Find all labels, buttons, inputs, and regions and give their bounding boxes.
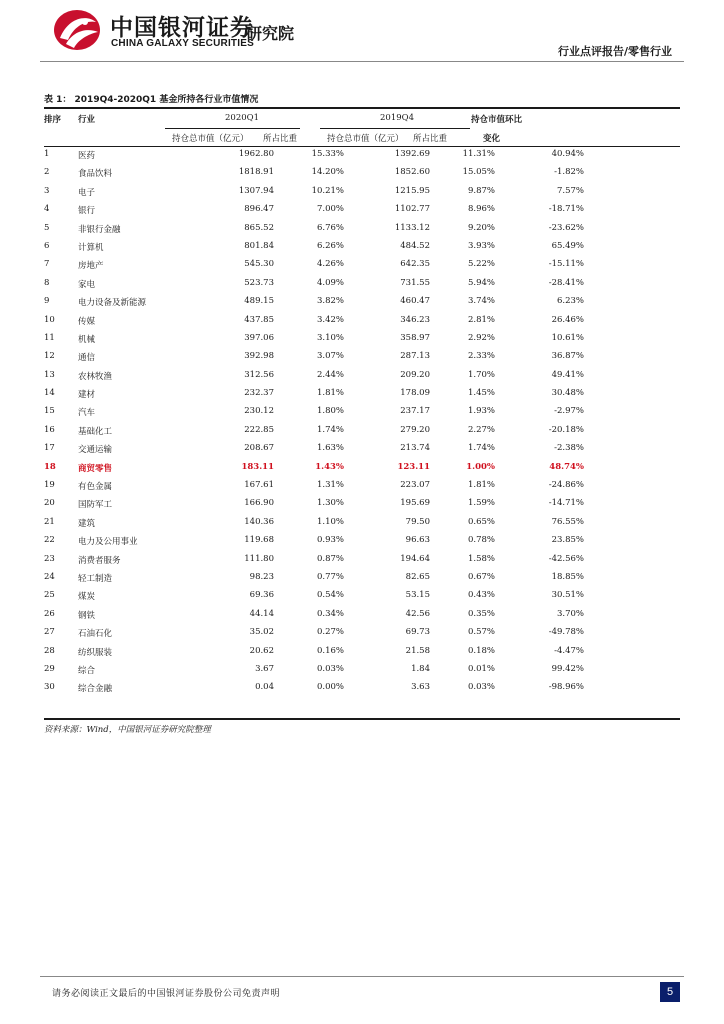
change-cell: -42.56%	[548, 553, 584, 564]
share-2019q4-cell: 1.74%	[467, 443, 495, 454]
share-2019q4-cell: 0.57%	[467, 627, 495, 638]
share-2020q1-cell: 1.43%	[315, 461, 344, 472]
table-row	[44, 146, 680, 164]
share-2020q1-cell: 0.00%	[316, 682, 344, 693]
value-2020q1-cell: 801.84	[244, 240, 274, 251]
share-2019q4-cell: 2.92%	[467, 332, 495, 343]
table-row	[44, 330, 680, 348]
report-category: 行业点评报告/零售行业	[557, 45, 672, 58]
change-cell: -28.41%	[548, 277, 584, 288]
header-change-line2: 变化	[483, 134, 501, 144]
value-2019q4-cell: 213.74	[400, 443, 430, 454]
value-2019q4-cell: 21.58	[405, 645, 430, 656]
value-2019q4-cell: 1102.77	[394, 204, 430, 215]
value-2020q1-cell: 20.62	[249, 645, 274, 656]
table-row	[44, 606, 680, 624]
value-2019q4-cell: 223.07	[400, 480, 430, 491]
value-2020q1-cell: 167.61	[244, 480, 274, 491]
share-2019q4-cell: 0.35%	[467, 608, 495, 619]
table-row	[44, 514, 680, 532]
table-row	[44, 201, 680, 219]
share-2019q4-cell: 5.94%	[467, 277, 495, 288]
industry-cell: 电子	[78, 187, 96, 198]
change-cell: -24.86%	[548, 480, 584, 491]
change-cell: 3.70%	[556, 608, 584, 619]
table-row	[44, 275, 680, 293]
table-row	[44, 643, 680, 661]
share-2019q4-cell: 11.31%	[462, 149, 495, 159]
table-row	[44, 348, 680, 366]
industry-cell: 银行	[78, 206, 96, 217]
table-row	[44, 679, 680, 697]
industry-cell: 房地产	[78, 261, 104, 272]
share-2020q1-cell: 2.44%	[316, 369, 344, 380]
share-2020q1-cell: 6.76%	[316, 222, 344, 233]
value-2019q4-cell: 194.64	[400, 553, 430, 564]
value-2020q1-cell: 1962.80	[238, 149, 274, 159]
rank-cell: 10	[44, 314, 55, 325]
header-divider	[40, 61, 684, 62]
period1-underline	[165, 128, 300, 129]
table-row	[44, 569, 680, 587]
table-row	[44, 624, 680, 642]
share-2019q4-cell: 1.00%	[466, 461, 495, 472]
value-2020q1-cell: 140.36	[244, 516, 274, 527]
industry-cell: 综合金融	[78, 684, 113, 695]
rank-cell: 16	[44, 424, 55, 435]
value-2019q4-cell: 3.63	[411, 682, 430, 693]
industry-cell: 综合	[78, 665, 96, 676]
value-2020q1-cell: 392.98	[244, 351, 274, 362]
industry-cell: 消费者服务	[78, 555, 121, 566]
industry-cell: 石油石化	[78, 629, 113, 640]
industry-cell: 计算机	[78, 242, 104, 253]
share-2019q4-cell: 3.93%	[467, 240, 495, 251]
rank-cell: 2	[44, 167, 50, 178]
rank-cell: 26	[44, 608, 55, 619]
change-cell: -15.11%	[548, 259, 584, 270]
page-number: 5	[660, 982, 680, 1002]
page-header	[0, 0, 724, 60]
rank-cell: 19	[44, 480, 55, 491]
value-2019q4-cell: 484.52	[400, 240, 430, 251]
share-2019q4-cell: 0.65%	[467, 516, 495, 527]
change-cell: 26.46%	[551, 314, 584, 325]
table-row	[44, 587, 680, 605]
change-cell: -14.71%	[548, 498, 584, 509]
share-2019q4-cell: 5.22%	[467, 259, 495, 270]
industry-cell: 交通运输	[78, 445, 113, 456]
table-row	[44, 495, 680, 513]
change-cell: 76.55%	[551, 516, 584, 527]
change-cell: 10.61%	[551, 332, 584, 343]
industry-cell: 钢铁	[78, 610, 96, 621]
table-row	[44, 164, 680, 182]
header-industry: 行业	[78, 115, 96, 125]
value-2020q1-cell: 1818.91	[238, 167, 274, 178]
value-2019q4-cell: 1215.95	[394, 185, 430, 196]
value-2020q1-cell: 69.36	[249, 590, 274, 601]
industry-cell: 非银行金融	[78, 224, 121, 235]
rank-cell: 29	[44, 663, 55, 674]
table-row	[44, 403, 680, 421]
header-period-2019q4: 2019Q4	[380, 113, 415, 123]
value-2020q1-cell: 312.56	[244, 369, 274, 380]
table-row	[44, 440, 680, 458]
value-2019q4-cell: 96.63	[405, 535, 430, 546]
rank-cell: 18	[44, 461, 56, 472]
table-row-highlighted	[44, 459, 680, 477]
industry-cell: 煤炭	[78, 592, 96, 603]
share-2020q1-cell: 3.82%	[316, 296, 344, 307]
rank-cell: 21	[44, 516, 55, 527]
table-title: 表 1： 2019Q4-2020Q1 基金所持各行业市值情况	[44, 95, 259, 105]
change-cell: 99.42%	[551, 663, 584, 674]
value-2019q4-cell: 358.97	[400, 332, 430, 343]
header-change-line1: 持仓市值环比	[471, 115, 523, 125]
share-2020q1-cell: 0.77%	[316, 571, 344, 582]
share-2020q1-cell: 1.81%	[316, 388, 344, 399]
table-row	[44, 293, 680, 311]
value-2019q4-cell: 79.50	[405, 516, 430, 527]
table-row	[44, 532, 680, 550]
value-2020q1-cell: 111.80	[244, 553, 274, 564]
period2-underline	[320, 128, 470, 129]
share-2020q1-cell: 0.93%	[316, 535, 344, 546]
value-2020q1-cell: 0.04	[255, 682, 274, 693]
value-2020q1-cell: 44.14	[249, 608, 274, 619]
industry-cell: 建筑	[78, 518, 96, 529]
header-rank: 排序	[44, 115, 62, 125]
table-row	[44, 551, 680, 569]
table-row	[44, 422, 680, 440]
rank-cell: 8	[44, 277, 50, 288]
value-2019q4-cell: 460.47	[400, 296, 430, 307]
rank-cell: 24	[44, 571, 55, 582]
industry-cell: 机械	[78, 334, 96, 345]
value-2020q1-cell: 208.67	[244, 443, 274, 454]
header-period-2020q1: 2020Q1	[225, 113, 260, 123]
rank-cell: 3	[44, 185, 50, 196]
change-cell: 30.48%	[551, 388, 584, 399]
value-2019q4-cell: 82.65	[405, 571, 430, 582]
footer-disclaimer: 请务必阅读正文最后的中国银河证券股份公司免责声明	[52, 989, 281, 999]
share-2020q1-cell: 0.16%	[316, 645, 344, 656]
share-2020q1-cell: 3.07%	[316, 351, 344, 362]
header-share-2020q1: 所占比重	[263, 134, 298, 144]
share-2020q1-cell: 1.74%	[316, 424, 344, 435]
share-2019q4-cell: 1.58%	[467, 553, 495, 564]
change-cell: -2.38%	[554, 443, 584, 454]
share-2020q1-cell: 1.80%	[316, 406, 344, 417]
value-2019q4-cell: 178.09	[400, 388, 430, 399]
table-row	[44, 661, 680, 679]
rank-cell: 12	[44, 351, 55, 362]
change-cell: 48.74%	[549, 461, 584, 472]
change-cell: -4.47%	[554, 645, 584, 656]
header-share-2019q4: 所占比重	[413, 134, 448, 144]
value-2019q4-cell: 1392.69	[394, 149, 430, 159]
value-2019q4-cell: 123.11	[397, 461, 430, 472]
brand-name-en: CHINA GALAXY SECURITIES	[111, 38, 254, 49]
change-cell: -1.82%	[554, 167, 584, 178]
rank-cell: 14	[44, 388, 55, 399]
rank-cell: 13	[44, 369, 55, 380]
share-2019q4-cell: 9.87%	[467, 185, 495, 196]
header-value-2020q1: 持仓总市值（亿元）	[172, 134, 249, 144]
change-cell: -2.97%	[554, 406, 584, 417]
industry-cell: 家电	[78, 279, 96, 290]
rank-cell: 11	[44, 332, 55, 343]
share-2019q4-cell: 15.05%	[462, 167, 495, 178]
brand-institute: 研究院	[246, 24, 295, 43]
table-row	[44, 385, 680, 403]
share-2020q1-cell: 7.00%	[316, 204, 344, 215]
value-2019q4-cell: 209.20	[400, 369, 430, 380]
share-2019q4-cell: 1.59%	[467, 498, 495, 509]
share-2020q1-cell: 1.10%	[316, 516, 344, 527]
table-row	[44, 183, 680, 201]
value-2020q1-cell: 166.90	[244, 498, 274, 509]
industry-cell: 医药	[78, 151, 96, 161]
industry-cell: 传媒	[78, 316, 96, 327]
rank-cell: 17	[44, 443, 55, 454]
share-2019q4-cell: 1.81%	[467, 480, 495, 491]
value-2020q1-cell: 35.02	[249, 627, 274, 638]
value-2019q4-cell: 237.17	[400, 406, 430, 417]
rank-cell: 23	[44, 553, 55, 564]
value-2019q4-cell: 642.35	[400, 259, 430, 270]
value-2020q1-cell: 397.06	[244, 332, 274, 343]
value-2020q1-cell: 232.37	[244, 388, 274, 399]
industry-cell: 基础化工	[78, 426, 113, 437]
industry-cell: 电力设备及新能源	[78, 298, 147, 309]
share-2019q4-cell: 1.70%	[467, 369, 495, 380]
brand-name-cn: 中国银河证券	[110, 15, 254, 41]
share-2020q1-cell: 0.27%	[316, 627, 344, 638]
value-2020q1-cell: 489.15	[244, 296, 274, 307]
value-2019q4-cell: 1.84	[411, 663, 430, 674]
industry-cell: 食品饮料	[78, 169, 113, 180]
value-2019q4-cell: 279.20	[400, 424, 430, 435]
rank-cell: 22	[44, 535, 55, 546]
rank-cell: 28	[44, 645, 55, 656]
value-2019q4-cell: 69.73	[405, 627, 430, 638]
share-2020q1-cell: 0.54%	[316, 590, 344, 601]
value-2019q4-cell: 42.56	[405, 608, 430, 619]
value-2020q1-cell: 1307.94	[238, 185, 274, 196]
rank-cell: 30	[44, 682, 55, 693]
share-2020q1-cell: 10.21%	[311, 185, 344, 196]
change-cell: -98.96%	[548, 682, 584, 693]
rank-cell: 4	[44, 204, 50, 215]
value-2020q1-cell: 3.67	[255, 663, 274, 674]
rank-cell: 27	[44, 627, 55, 638]
share-2019q4-cell: 1.93%	[467, 406, 495, 417]
rank-cell: 1	[44, 149, 50, 159]
rank-cell: 25	[44, 590, 55, 601]
share-2019q4-cell: 2.33%	[467, 351, 495, 362]
rank-cell: 7	[44, 259, 50, 270]
industry-cell: 建材	[78, 390, 96, 401]
change-cell: 7.57%	[556, 185, 584, 196]
change-cell: -23.62%	[548, 222, 584, 233]
value-2020q1-cell: 98.23	[249, 571, 274, 582]
share-2020q1-cell: 1.63%	[316, 443, 344, 454]
industry-cell: 电力及公用事业	[78, 537, 138, 548]
table-bottom-rule	[44, 718, 680, 720]
table-row	[44, 367, 680, 385]
rank-cell: 6	[44, 240, 50, 251]
value-2019q4-cell: 1852.60	[394, 167, 430, 178]
share-2020q1-cell: 1.31%	[316, 480, 344, 491]
change-cell: 18.85%	[551, 571, 584, 582]
industry-cell: 纺织服装	[78, 647, 113, 658]
rank-cell: 9	[44, 296, 50, 307]
value-2020q1-cell: 523.73	[244, 277, 274, 288]
share-2019q4-cell: 0.03%	[467, 682, 495, 693]
share-2019q4-cell: 0.78%	[467, 535, 495, 546]
share-2020q1-cell: 6.26%	[316, 240, 344, 251]
table-row	[44, 256, 680, 274]
value-2020q1-cell: 183.11	[241, 461, 274, 472]
share-2020q1-cell: 4.26%	[316, 259, 344, 270]
value-2019q4-cell: 346.23	[400, 314, 430, 325]
value-2020q1-cell: 230.12	[244, 406, 274, 417]
share-2019q4-cell: 2.27%	[467, 424, 495, 435]
rank-cell: 5	[44, 222, 50, 233]
share-2019q4-cell: 0.01%	[467, 663, 495, 674]
industry-cell: 农林牧渔	[78, 371, 113, 382]
galaxy-logo-icon	[52, 8, 102, 52]
value-2019q4-cell: 53.15	[405, 590, 430, 601]
value-2020q1-cell: 545.30	[244, 259, 274, 270]
share-2019q4-cell: 9.20%	[467, 222, 495, 233]
change-cell: 30.51%	[551, 590, 584, 601]
value-2020q1-cell: 222.85	[244, 424, 274, 435]
share-2019q4-cell: 3.74%	[467, 296, 495, 307]
rank-cell: 15	[44, 406, 55, 417]
table-row	[44, 220, 680, 238]
share-2020q1-cell: 14.20%	[311, 167, 344, 178]
industry-cell: 汽车	[78, 408, 96, 419]
share-2019q4-cell: 8.96%	[467, 204, 495, 215]
table-row	[44, 238, 680, 256]
change-cell: 6.23%	[556, 296, 584, 307]
share-2019q4-cell: 0.18%	[467, 645, 495, 656]
share-2020q1-cell: 0.03%	[316, 663, 344, 674]
value-2020q1-cell: 896.47	[244, 204, 274, 215]
rank-cell: 20	[44, 498, 55, 509]
share-2020q1-cell: 3.42%	[316, 314, 344, 325]
industry-cell: 有色金属	[78, 482, 113, 493]
share-2019q4-cell: 1.45%	[467, 388, 495, 399]
industry-cell: 商贸零售	[78, 463, 113, 474]
change-cell: 49.41%	[551, 369, 584, 380]
table-body	[44, 146, 680, 698]
change-cell: 65.49%	[551, 240, 584, 251]
share-2020q1-cell: 1.30%	[316, 498, 344, 509]
share-2020q1-cell: 4.09%	[316, 277, 344, 288]
table-row	[44, 312, 680, 330]
share-2019q4-cell: 2.81%	[467, 314, 495, 325]
change-cell: 36.87%	[551, 351, 584, 362]
value-2019q4-cell: 1133.12	[394, 222, 430, 233]
value-2020q1-cell: 865.52	[244, 222, 274, 233]
header-value-2019q4: 持仓总市值（亿元）	[327, 134, 404, 144]
share-2020q1-cell: 0.87%	[316, 553, 344, 564]
table-row	[44, 477, 680, 495]
change-cell: -18.71%	[548, 204, 584, 215]
value-2020q1-cell: 119.68	[244, 535, 274, 546]
share-2019q4-cell: 0.67%	[467, 571, 495, 582]
change-cell: 40.94%	[551, 149, 584, 159]
share-2019q4-cell: 0.43%	[467, 590, 495, 601]
table-top-rule	[44, 107, 680, 109]
value-2019q4-cell: 195.69	[400, 498, 430, 509]
value-2019q4-cell: 287.13	[400, 351, 430, 362]
change-cell: -49.78%	[548, 627, 584, 638]
change-cell: -20.18%	[548, 424, 584, 435]
industry-cell: 轻工制造	[78, 573, 113, 584]
industry-cell: 国防军工	[78, 500, 113, 511]
value-2019q4-cell: 731.55	[400, 277, 430, 288]
table-source-note: 资料来源：Wind，中国银河证券研究院整理	[44, 725, 211, 735]
value-2020q1-cell: 437.85	[244, 314, 274, 325]
share-2020q1-cell: 3.10%	[316, 332, 344, 343]
industry-cell: 通信	[78, 353, 96, 364]
share-2020q1-cell: 15.33%	[311, 149, 344, 159]
share-2020q1-cell: 0.34%	[316, 608, 344, 619]
footer-divider	[40, 976, 684, 977]
change-cell: 23.85%	[551, 535, 584, 546]
